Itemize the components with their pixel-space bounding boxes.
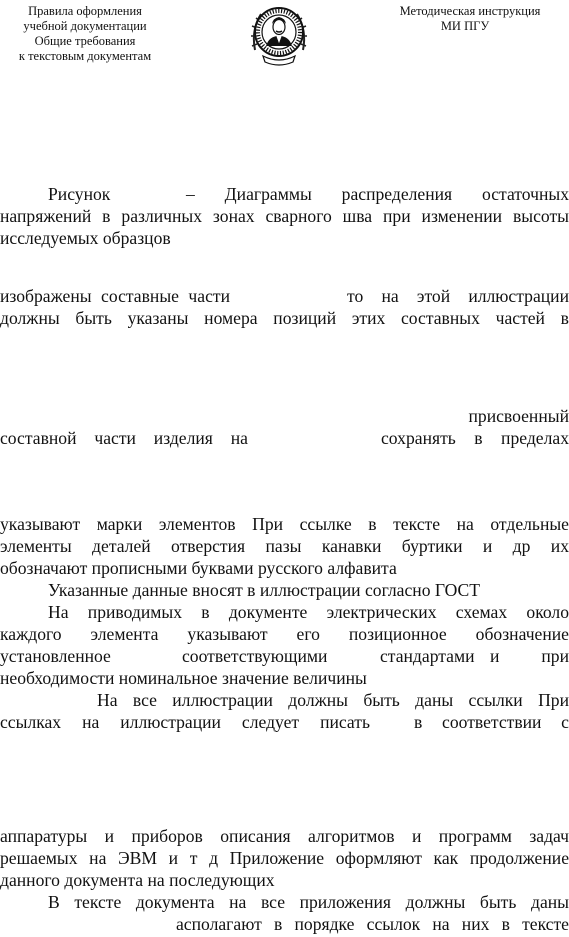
paragraph-4-line-2: каждого элемента указывают его позиционное обозначение: [0, 624, 569, 644]
paragraph-6-line-2: решаемых на ЭВМ и т д Приложение оформляют как продолжение: [0, 848, 569, 868]
header-right-block: [385, 4, 555, 34]
paragraph-6-line-1: аппаратуры и приборов описания алгоритмов и программ задач: [0, 826, 569, 846]
text-fragment: установленное: [0, 646, 111, 666]
text-fragment: стандартами: [380, 646, 475, 666]
paragraph-1-line-1: [0, 285, 569, 307]
paragraph-6-line-5: [0, 913, 569, 935]
paragraph-1-line-2: должны быть указаны номера позиций этих составных частей в: [0, 308, 569, 328]
header-left-line: Правила оформления: [28, 4, 142, 18]
header-right-line: МИ ПГУ: [440, 19, 490, 33]
paragraph-4-line-1: На приводимых в документе электрических схемах около: [48, 602, 569, 622]
header-left-block: [10, 4, 160, 64]
paragraph-3-line-3: обозначают прописными буквами русского алфавита: [0, 558, 397, 578]
paragraph-3-line-1: указывают марки элементов При ссылке в тексте на отдельные: [0, 514, 569, 534]
caption-line-3: исследуемых образцов: [0, 228, 171, 248]
text-fragment: присвоенный: [468, 406, 569, 426]
header-left-line: Общие требования: [34, 34, 136, 48]
header-left-line: учебной документации: [23, 19, 147, 33]
university-seal-portrait-icon: [249, 0, 309, 68]
caption-line-2: напряжений в различных зонах сварного шва при изменении высоты: [0, 206, 569, 226]
paragraph-2-line-1: [0, 405, 569, 427]
header-right-line: Методическая инструкция: [399, 4, 541, 18]
caption-line: [0, 183, 569, 205]
text-fragment: асполагают в порядке ссылок на них в тексте: [176, 914, 569, 934]
paragraph-5-line-1: На все иллюстрации должны быть даны ссылки При: [97, 690, 569, 710]
paragraph-6-line-3: данного документа на последующих: [0, 870, 275, 890]
paragraph-5-line-2: [0, 711, 569, 733]
text-fragment: соответствующими: [182, 646, 328, 666]
text-fragment: изображены составные части: [0, 286, 230, 306]
text-fragment: ссылках на иллюстрации следует писать: [0, 712, 370, 732]
paragraph-3-line-2: элементы деталей отверстия пазы канавки буртики и др их: [0, 536, 569, 556]
text-fragment: то на этой иллюстрации: [347, 286, 569, 306]
caption-title: – Диаграммы распределения остаточных: [186, 184, 569, 204]
text-fragment: составной части изделия на: [0, 428, 248, 448]
paragraph-4-line-3: [0, 645, 569, 667]
paragraph-4-line-4: необходимости номинальное значение величины: [0, 668, 367, 688]
paragraph-6-line-4: В тексте документа на все приложения должны быть даны: [48, 892, 569, 912]
text-fragment: сохранять в пределах: [381, 428, 569, 448]
paragraph-2-line-2: [0, 427, 569, 449]
header-left-line: к текстовым документам: [18, 49, 152, 63]
text-fragment: при: [541, 646, 569, 666]
text-fragment: и: [490, 646, 500, 666]
paragraph-3-line-4: Указанные данные вносят в иллюстрации согласно ГОСТ: [48, 580, 481, 600]
caption-word: Рисунок: [48, 184, 111, 204]
text-fragment: в соответствии с: [414, 712, 569, 732]
